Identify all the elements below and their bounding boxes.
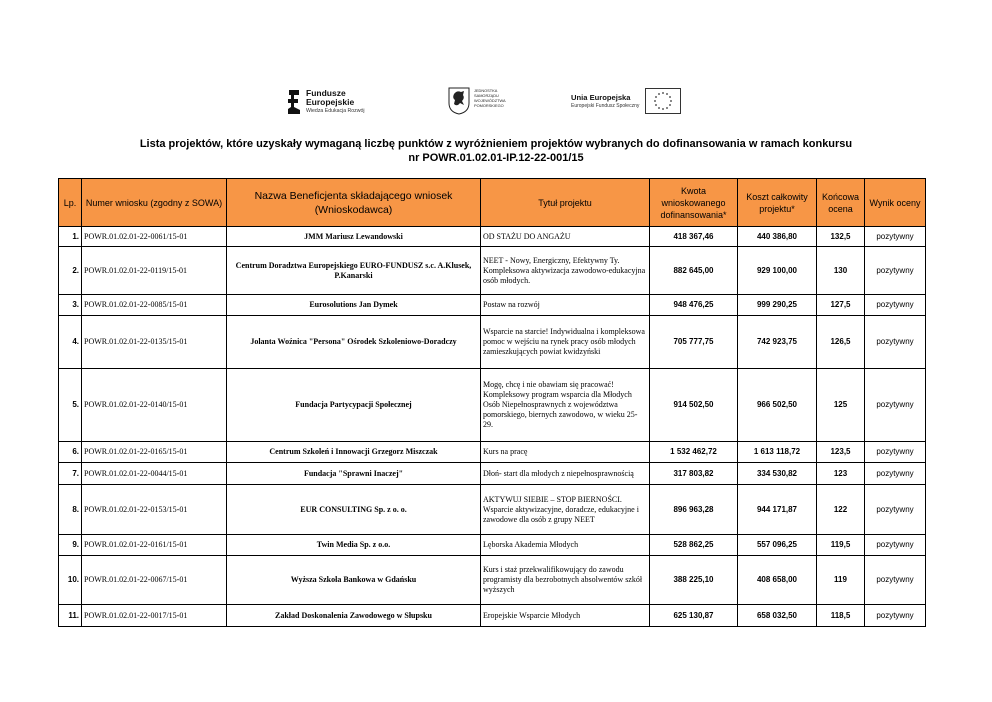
table-row <box>59 442 926 463</box>
cell-wynik: pozytywny <box>865 442 926 463</box>
cell-ocena: 130 <box>817 247 865 295</box>
cell-koszt: 658 032,50 <box>738 605 817 627</box>
table-row <box>59 485 926 535</box>
table-row <box>59 316 926 369</box>
cell-ocena: 132,5 <box>817 227 865 247</box>
pomorskie-line: POMORSKIEGO <box>474 103 504 108</box>
cell-wynik: pozytywny <box>865 369 926 442</box>
cell-koszt: 999 290,25 <box>738 295 817 316</box>
cell-ocena: 123 <box>817 463 865 485</box>
pomorskie-line: JEDNOSTKA <box>474 88 498 93</box>
cell-kwota: 317 803,82 <box>650 463 738 485</box>
cell-tytul: Wsparcie na starcie! Indywidualna i kompleksowa pomoc w wejściu na rynek pracy osób młodych zamieszkujących powiat kwidzyński <box>481 316 650 369</box>
ue-logo-line1: Unia Europejska <box>571 93 631 102</box>
cell-numer: POWR.01.02.01-22-0067/15-01 <box>82 556 227 605</box>
pomorskie-logo <box>448 86 548 120</box>
cell-wynik: pozytywny <box>865 227 926 247</box>
fundusze-europejskie-mark-icon <box>286 90 302 114</box>
cell-kwota: 528 862,25 <box>650 535 738 556</box>
cell-koszt: 944 171,87 <box>738 485 817 535</box>
cell-wynik: pozytywny <box>865 295 926 316</box>
cell-numer: POWR.01.02.01-22-0161/15-01 <box>82 535 227 556</box>
cell-tytul: Lęborska Akademia Młodych <box>481 535 650 556</box>
cell-lp: 10. <box>59 556 82 605</box>
cell-kwota: 882 645,00 <box>650 247 738 295</box>
cell-tytul: Kurs na pracę <box>481 442 650 463</box>
cell-wynik: pozytywny <box>865 605 926 627</box>
cell-lp: 1. <box>59 227 82 247</box>
pomorskie-crest-icon <box>448 87 470 115</box>
fe-logo-line1: Fundusze <box>306 88 346 98</box>
cell-numer: POWR.01.02.01-22-0119/15-01 <box>82 247 227 295</box>
cell-ocena: 127,5 <box>817 295 865 316</box>
cell-kwota: 705 777,75 <box>650 316 738 369</box>
cell-beneficjent: EUR CONSULTING Sp. z o. o. <box>227 485 481 535</box>
cell-numer: POWR.01.02.01-22-0085/15-01 <box>82 295 227 316</box>
cell-koszt: 742 923,75 <box>738 316 817 369</box>
cell-tytul: Eropejskie Wsparcie Młodych <box>481 605 650 627</box>
cell-kwota: 625 130,87 <box>650 605 738 627</box>
header-beneficjent: Nazwa Beneficjenta składającego wniosek (Wnioskodawca) <box>227 179 481 227</box>
table-row <box>59 227 926 247</box>
cell-ocena: 125 <box>817 369 865 442</box>
cell-numer: POWR.01.02.01-22-0165/15-01 <box>82 442 227 463</box>
cell-ocena: 126,5 <box>817 316 865 369</box>
cell-wynik: pozytywny <box>865 247 926 295</box>
cell-kwota: 914 502,50 <box>650 369 738 442</box>
cell-beneficjent: Centrum Doradztwa Europejskiego EURO-FUNDUSZ s.c. A.Klusek, P.Kanarski <box>227 247 481 295</box>
cell-lp: 3. <box>59 295 82 316</box>
unia-europejska-logo <box>569 86 693 120</box>
cell-wynik: pozytywny <box>865 485 926 535</box>
title-line1: Lista projektów, które uzyskały wymaganą liczbę punktów z wyróżnieniem projektów wybranych do dofinansowania w ramach konkursu <box>139 138 853 150</box>
cell-beneficjent: Centrum Szkoleń i Innowacji Grzegorz Miszczak <box>227 442 481 463</box>
table-row <box>59 535 926 556</box>
cell-tytul: Kurs i staż przekwalifikowujący do zawodu programisty dla bezrobotnych absolwentów szkół wyższych <box>481 556 650 605</box>
pomorskie-line: SAMORZĄDU <box>474 93 499 98</box>
cell-lp: 11. <box>59 605 82 627</box>
document-title <box>0 137 992 165</box>
cell-koszt: 1 613 118,72 <box>738 442 817 463</box>
cell-beneficjent: Zakład Doskonalenia Zawodowego w Słupsku <box>227 605 481 627</box>
cell-kwota: 388 225,10 <box>650 556 738 605</box>
cell-lp: 2. <box>59 247 82 295</box>
cell-tytul: OD STAŻU DO ANGAŻU <box>481 227 650 247</box>
cell-ocena: 122 <box>817 485 865 535</box>
cell-lp: 8. <box>59 485 82 535</box>
cell-numer: POWR.01.02.01-22-0153/15-01 <box>82 485 227 535</box>
header-tytul: Tytuł projektu <box>481 179 650 227</box>
eu-flag-icon <box>645 88 681 114</box>
cell-wynik: pozytywny <box>865 556 926 605</box>
header-ocena: Końcowa ocena <box>817 179 865 227</box>
ue-logo-line2: Europejski Fundusz Społeczny <box>571 103 640 109</box>
table-header-row <box>59 179 926 227</box>
cell-koszt: 408 658,00 <box>738 556 817 605</box>
cell-numer: POWR.01.02.01-22-0017/15-01 <box>82 605 227 627</box>
cell-wynik: pozytywny <box>865 463 926 485</box>
pomorskie-logo-text <box>474 88 506 108</box>
cell-lp: 6. <box>59 442 82 463</box>
cell-lp: 5. <box>59 369 82 442</box>
cell-lp: 9. <box>59 535 82 556</box>
cell-beneficjent: JMM Mariusz Lewandowski <box>227 227 481 247</box>
cell-ocena: 119,5 <box>817 535 865 556</box>
header-wynik: Wynik oceny <box>865 179 926 227</box>
cell-ocena: 123,5 <box>817 442 865 463</box>
cell-lp: 7. <box>59 463 82 485</box>
fundusze-europejskie-logo <box>286 86 406 120</box>
cell-tytul: NEET - Nowy, Energiczny, Efektywny Ty. Kompleksowa aktywizacja zawodowo-edukacyjna osób młodych. <box>481 247 650 295</box>
cell-kwota: 896 963,28 <box>650 485 738 535</box>
table-row <box>59 463 926 485</box>
cell-wynik: pozytywny <box>865 535 926 556</box>
cell-tytul: Dłoń- start dla młodych z niepełnosprawnością <box>481 463 650 485</box>
table-row <box>59 556 926 605</box>
cell-beneficjent: Fundacja Partycypacji Społecznej <box>227 369 481 442</box>
header-numer: Numer wniosku (zgodny z SOWA) <box>82 179 227 227</box>
cell-koszt: 334 530,82 <box>738 463 817 485</box>
cell-koszt: 966 502,50 <box>738 369 817 442</box>
cell-numer: POWR.01.02.01-22-0061/15-01 <box>82 227 227 247</box>
cell-kwota: 1 532 462,72 <box>650 442 738 463</box>
cell-beneficjent: Fundacja "Sprawni Inaczej" <box>227 463 481 485</box>
cell-ocena: 118,5 <box>817 605 865 627</box>
table-row <box>59 369 926 442</box>
cell-kwota: 948 476,25 <box>650 295 738 316</box>
pomorskie-line: WOJEWÓDZTWA <box>474 98 506 103</box>
header-koszt: Koszt całkowity projektu* <box>738 179 817 227</box>
header-kwota: Kwota wnioskowanego dofinansowania* <box>650 179 738 227</box>
header-lp: Lp. <box>59 179 82 227</box>
cell-numer: POWR.01.02.01-22-0044/15-01 <box>82 463 227 485</box>
cell-lp: 4. <box>59 316 82 369</box>
cell-beneficjent: Eurosolutions Jan Dymek <box>227 295 481 316</box>
cell-beneficjent: Wyższa Szkoła Bankowa w Gdańsku <box>227 556 481 605</box>
table-row <box>59 247 926 295</box>
fe-logo-line3: Wiedza Edukacja Rozwój <box>306 108 365 114</box>
cell-wynik: pozytywny <box>865 316 926 369</box>
cell-koszt: 929 100,00 <box>738 247 817 295</box>
cell-tytul: Mogę, chcę i nie obawiam się pracować! Kompleksowy program wsparcia dla Młodych Osób Niepełnosprawnych z województwa pomorskiego, biernych zawodowo, w wieku 25-29. <box>481 369 650 442</box>
cell-ocena: 119 <box>817 556 865 605</box>
table-row <box>59 605 926 627</box>
projects-table <box>58 178 926 627</box>
table-row <box>59 295 926 316</box>
cell-numer: POWR.01.02.01-22-0135/15-01 <box>82 316 227 369</box>
fe-logo-line2: Europejskie <box>306 97 355 107</box>
cell-tytul: AKTYWUJ SIEBIE – STOP BIERNOŚCI. Wsparcie aktywizacyjne, doradcze, edukacyjne i zawodowe dla osób z grupy NEET <box>481 485 650 535</box>
cell-koszt: 440 386,80 <box>738 227 817 247</box>
logo-band <box>0 86 992 120</box>
cell-numer: POWR.01.02.01-22-0140/15-01 <box>82 369 227 442</box>
cell-beneficjent: Jolanta Woźnica "Persona" Ośrodek Szkoleniowo-Doradczy <box>227 316 481 369</box>
cell-tytul: Postaw na rozwój <box>481 295 650 316</box>
cell-kwota: 418 367,46 <box>650 227 738 247</box>
title-line2: nr POWR.01.02.01-IP.12-22-001/15 <box>408 152 584 164</box>
cell-koszt: 557 096,25 <box>738 535 817 556</box>
cell-beneficjent: Twin Media Sp. z o.o. <box>227 535 481 556</box>
